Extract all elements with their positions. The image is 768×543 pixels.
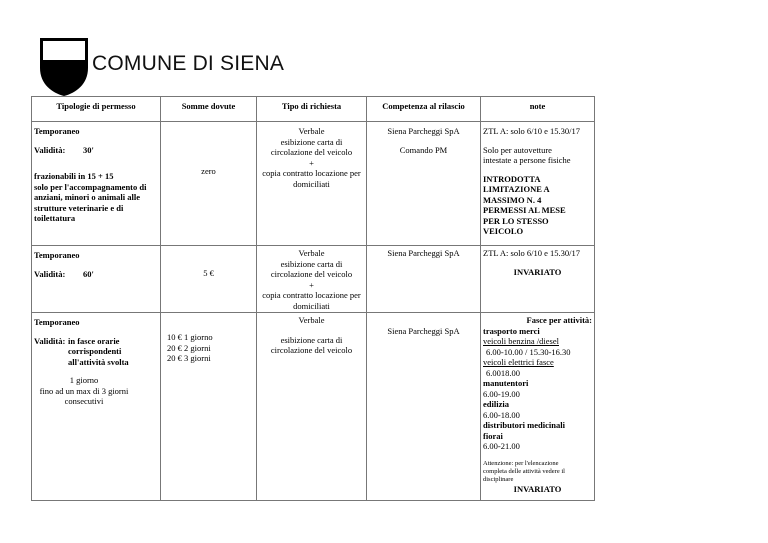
cell-permit-type bbox=[32, 122, 161, 246]
note-highlight: INVARIATO bbox=[513, 266, 562, 277]
note-highlight: INTRODOTTA LIMITAZIONE A MASSIMO N. 4 PERMESSI AL MESE PER LO STESSO VEICOLO bbox=[483, 173, 566, 236]
table-header-row bbox=[32, 97, 595, 122]
cell-amount: 10 € 1 giorno 20 € 2 giorni 20 € 3 giorni bbox=[161, 313, 257, 501]
table-row bbox=[32, 313, 595, 501]
col-header-tipo-richiesta: Tipo di richiesta bbox=[257, 97, 367, 122]
col-header-note: note bbox=[481, 97, 595, 122]
permit-type: Temporaneo bbox=[34, 126, 80, 136]
municipality-name: COMUNE DI SIENA bbox=[92, 52, 285, 75]
note-highlight: INVARIATO bbox=[513, 483, 562, 494]
table-row bbox=[32, 122, 595, 246]
cell-authority: Siena Parcheggi SpA bbox=[367, 313, 481, 501]
cell-request: Verbale esibizione carta di circolazione del veicolo + copia contratto locazione per domiciliati bbox=[257, 122, 367, 246]
col-header-competenza: Competenza al rilascio bbox=[367, 97, 481, 122]
permits-table bbox=[31, 96, 595, 501]
cell-authority: Siena Parcheggi SpA bbox=[367, 246, 481, 313]
duration: 1 giorno fino ad un max di 3 giorni consecutivi bbox=[39, 375, 129, 406]
coat-of-arms-icon bbox=[40, 38, 88, 96]
cell-notes: ZTL A: solo 6/10 e 15.30/17 Solo per autovetture intestate a persone fisiche INTRODOTTA LIMITAZIONE A MASSIMO N. 4 PERMESSI AL MESE PER LO STESSO VEICOLO bbox=[481, 122, 595, 246]
cell-request: Verbale esibizione carta di circolazione del veicolo bbox=[257, 313, 367, 501]
cell-authority: Siena Parcheggi SpA Comando PM bbox=[367, 122, 481, 246]
cell-notes: ZTL A: solo 6/10 e 15.30/17 INVARIATO bbox=[481, 246, 595, 313]
attention-note: Attenzione: per l'elencazione completa delle attività vedere il disciplinare bbox=[483, 459, 565, 483]
extra-condition: frazionabili in 15 + 15 solo per l'accompagnamento di anziani, minori o animali alle strutture veterinarie e di toilettatura bbox=[34, 171, 147, 223]
cell-permit-type: Temporaneo Validità: in fasce orarie corrispondenti all'attività svolta 1 giorno fino ad un max di 3 giorni consecutivi bbox=[32, 313, 161, 501]
cell-amount bbox=[161, 246, 257, 313]
table-row bbox=[32, 246, 595, 313]
cell-request: Verbale esibizione carta di circolazione del veicolo + copia contratto locazione per domiciliati bbox=[257, 246, 367, 313]
cell-notes: Fasce per attività: trasporto merci veicoli benzina /diesel 6.00-10.00 / 15.30-16.30 veicoli elettrici fasce 6.0018.00 manutentori 6.00-19.00 edilizia 6.00-18.00 distributori medicinali fiorai 6.00-21.00 Attenzione: per l'elencazione completa delle attività vedere il disciplinare INVARIATO bbox=[481, 313, 595, 501]
cell-amount bbox=[161, 122, 257, 246]
col-header-tipologie: Tipologie di permesso bbox=[32, 97, 161, 122]
validity: Validità: 30' bbox=[34, 144, 94, 155]
col-header-somme: Somme dovute bbox=[161, 97, 257, 122]
amount: 5 € bbox=[203, 268, 214, 278]
amount: zero bbox=[201, 166, 216, 176]
cell-permit-type: Temporaneo Validità: 60' bbox=[32, 246, 161, 313]
